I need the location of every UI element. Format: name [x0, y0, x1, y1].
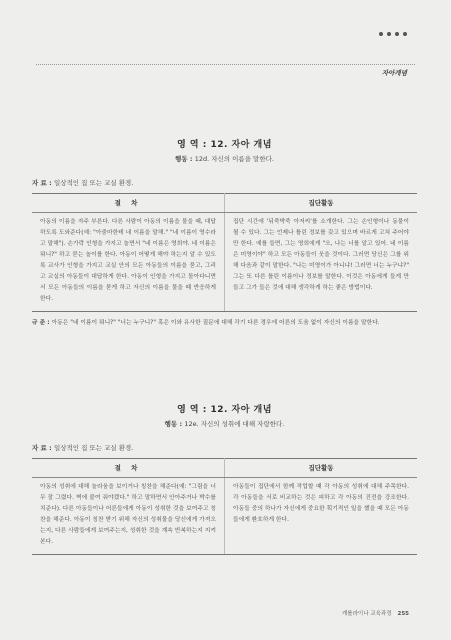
procedure-header: 절 차 [32, 194, 225, 213]
behavior-line [32, 419, 417, 428]
dot-icon [379, 32, 383, 36]
procedure-cell: 아동의 성취에 대해 놀라움을 보이거나 칭찬을 해준다(예: "그림을 너무 잘 그렸다. 벽에 붙여 줘야겠다." 하고 말하면서 안아주거나 박수를 치준다). 다른 아동들이나 어른들에게 아동이 성취한 것을 보여주고 칭찬을 해준다. 아동이 칭찬 받기 위해 자신의 성취물을 당신에게 가져오는지, 다른 사람들에게 보여주는지, 성취한 것을 계속 반복하는지 지켜 본다. [32, 478, 225, 555]
dot-icon [387, 32, 391, 36]
group-activity-cell: 집단 시간에 '뒤죽박죽 아저씨'를 소개한다. 그는 손인형이나 동물이 될 수 있다. 그는 언제나 틀린 정보를 갖고 있으며 바르게 고쳐 주어야만 한다. 예를 들면, 그는 영희에게 "오, 나는 너를 알고 있어. 네 이름은 미영이야" 하고 모든 아동들이 웃을 것이다. 그러면 당신은 그를 위해 다음과 같이 말한다. "나는 미영이가 아니냐! 그러면 너는 누구냐?" 그는 또 다른 틀린 이름이나 정보를 말한다. 이것은 아동에게 들게 만들고 그가 들은 것에 대해 생각하게 하는 좋은 방법이다. [225, 213, 418, 312]
section-title: 영 역 : 12. 자아 개념 [177, 405, 272, 415]
dot-icon [395, 32, 399, 36]
section-12d [32, 137, 417, 329]
procedure-cell: 아동의 이름을 자주 부른다. 다른 사람이 아동의 이름을 물을 때, 대답하도록 도와준다(예: "아줌마한테 네 이름을 말해." "네 이름이 영수라고 말해"). 손가락 인형을 가지고 놀면서 "네 이름은 영희야. 네 이름은 뭐니?" 하고 묻는 놀이를 한다. 아동이 어떻게 해야 하는지 알 수 있도록 교사가 인형을 가지고 교실 안의 모든 아동들의 이름을 묻고, 그리고 교실의 아동들이 대답하게 한다. 아동이 인형을 가지고 돌아다니면서 모든 아동들의 이름을 묻게 하고 자신의 이름을 물을 때 반응하게 한다. [32, 213, 225, 312]
behavior-label: 행동 : [175, 155, 195, 163]
group-activity-header: 집단활동 [225, 459, 418, 478]
criterion-text: 아동은 "네 이름이 뭐니?" "너는 누구니?" 혹은 이와 유사한 질문에 대해 각기 다른 경우에 어른의 도움 없이 자신의 이름을 말한다. [51, 320, 380, 326]
page-number: 255 [397, 611, 409, 617]
group-activity-cell: 아동들이 집단에서 함께 작업할 때 각 아동의 성취에 대해 주목한다. 각 아동들을 서로 비교하는 것은 피하고 각 아동의 진전을 강조한다. 아동들 중의 하나가 자신에게 중요한 획기적인 일을 했을 때 모든 아동들에게 환호하게 한다. [225, 478, 418, 555]
material-label: 자 료 : [32, 444, 54, 452]
chapter-tag: 자아개념 [381, 69, 407, 77]
activity-table [32, 193, 417, 312]
section-title: 영 역 : 12. 자아 개념 [177, 140, 272, 150]
procedure-header: 절 차 [32, 459, 225, 478]
material-line [32, 443, 417, 452]
activity-table [32, 458, 417, 555]
section-12e [32, 402, 417, 555]
material-label: 자 료 : [32, 179, 54, 187]
dot-icon [403, 32, 407, 36]
behavior-line [32, 154, 417, 163]
behavior-label: 행동 : [164, 420, 185, 428]
page-footer [342, 609, 409, 617]
material-text: 일상적인 집 또는 교실 환경. [53, 444, 134, 452]
group-activity-header: 집단활동 [225, 194, 418, 213]
decorative-dots [379, 32, 407, 36]
behavior-text: 12e. 자신의 성취에 대해 자랑한다. [184, 420, 285, 428]
criterion-note [32, 318, 417, 329]
criterion-label: 규 준 : [32, 320, 52, 326]
behavior-text: 12d. 자신의 이름을 말한다. [194, 155, 274, 163]
material-line [32, 178, 417, 187]
book-title: 캐롤라이나 교육과정 [341, 611, 392, 617]
header-divider [36, 64, 415, 65]
material-text: 일상적인 집 또는 교실 환경. [53, 179, 134, 187]
